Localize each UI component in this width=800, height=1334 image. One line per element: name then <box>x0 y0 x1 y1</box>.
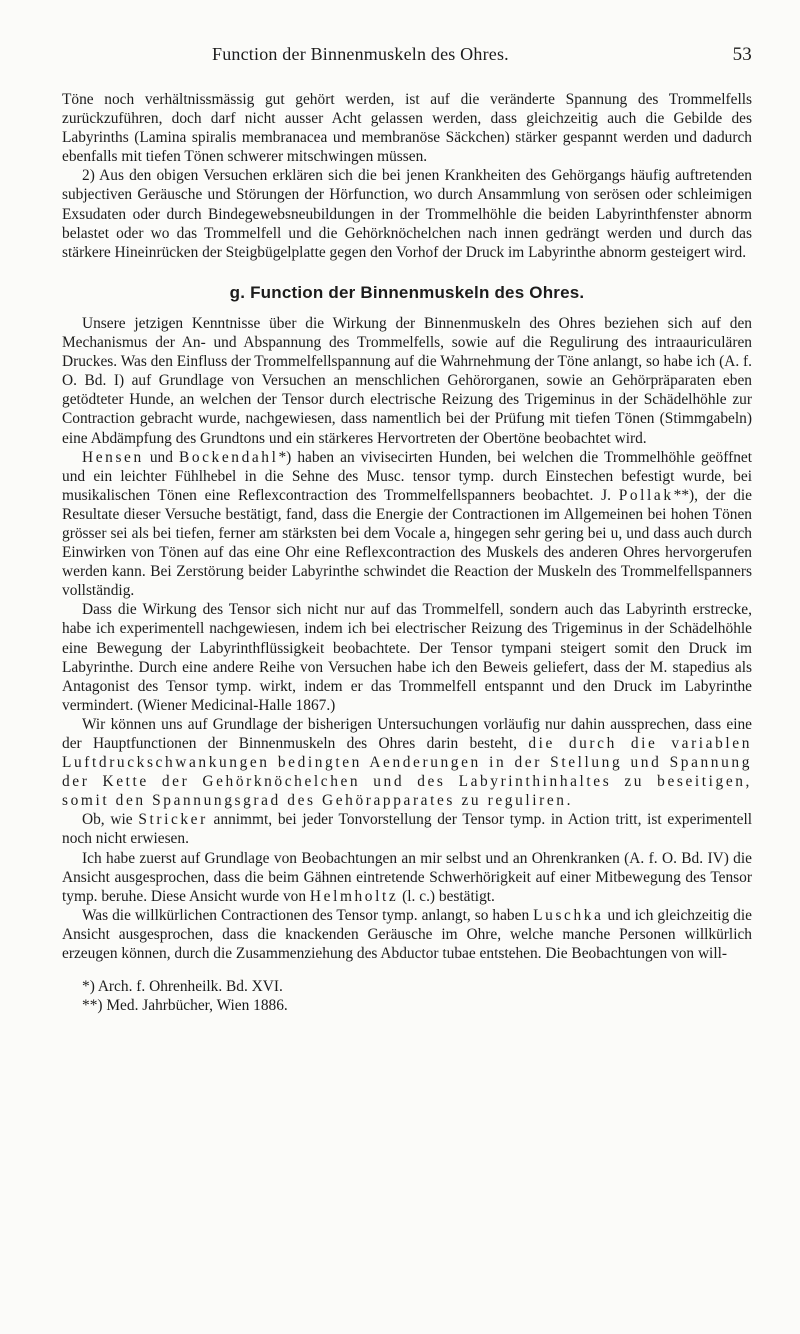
paragraph-knowledge: Unsere jetzigen Kenntnisse über die Wirkung der Binnenmuskeln des Ohres beziehen sich auf den Mechanismus der An- und Abspannung des Trommelfells, sowie auf die Regulirung des intraauriculären Druckes. Was den Einfluss der Trommelfellspannung auf die Wahrnehmung der Töne anlangt, so habe ich (A. f. O. Bd. I) auf Grundlage von Versuchen an menschlichen Gehörorganen, sowie an Gehörpräparaten eben getödteter Hunde, an welchen der Tensor durch electrische Reizung des Trigeminus in der Schädelhöhle zur Contraction gebracht wurde, nachgewiesen, dass namentlich bei der Prüfung mit tiefen Tönen (Stimmgabeln) eine Abdämpfung des Grundtons und ein stärkeres Hervortreten der Obertöne beobachtet wird. <box>62 314 752 447</box>
author-name: Luschka <box>533 906 604 924</box>
section-heading: g. Function der Binnenmuskeln des Ohres. <box>229 282 585 302</box>
paragraph-text: annimmt, bei jeder Tonvorstellung der Tensor tymp. in Action tritt, ist experimentell noch nicht erwiesen. <box>62 811 752 848</box>
paragraph-hensen <box>62 448 752 601</box>
author-name: Pollak <box>618 486 674 504</box>
paragraph-tensor: Dass die Wirkung des Tensor sich nicht nur auf das Trommelfell, sondern auch das Labyrinth erstrecke, habe ich experimentell nachgewiesen, indem ich bei electrischer Reizung des Trigeminus in der Schädelhöhle eine Bewegung der Labyrinthflüssigkeit beobachtete. Der Tensor tympani steigert somit den Druck im Labyrinthe. Durch eine andere Reihe von Versuchen habe ich den Beweis geliefert, dass der M. stapedius als Antagonist des Tensor tymp. wirkt, indem er das Trommelfell entspannt und den Druck im Labyrinthe vermindert. (Wiener Medicinal-Halle 1867.) <box>62 601 752 714</box>
paragraph-text: und ich gleichzeitig die Ansicht ausgesprochen, dass die knackenden Geräusche im Ohre, welche manche Personen willkürlich erzeugen können, durch die Zusammenziehung des Abductor tubae entstehen. Die Beobachtungen von will- <box>62 906 752 963</box>
paragraph-willkuerlich <box>62 906 752 963</box>
paragraph-text: Was die willkürlichen Contractionen des Tensor tymp. anlangt, so haben <box>82 906 534 924</box>
running-title: Function der Binnenmuskeln des Ohres. <box>212 44 509 64</box>
author-name: Hensen <box>82 448 144 466</box>
paragraph-point-2: 2) Aus den obigen Versuchen erklären sich die bei jenen Krankheiten des Gehörgangs häufig auftretenden subjectiven Geräusche und Störungen der Hörfunction, wo durch Ansammlung von serösen oder schleimigen Exsudaten oder durch Bindegewebsneubildungen in der Trommelhöhle die beiden Labyrinthfenster abnorm belastet oder wo das Trommelfell und die Gehörknöchelchen nach innen gedrängt werden und durch das stärkere Hineinrücken der Steigbügelplatte gegen den Vorhof der Druck im Labyrinthe abnorm gesteigert wird. <box>62 167 752 261</box>
author-name: Stricker <box>138 811 208 829</box>
author-name: Bockendahl <box>178 448 279 466</box>
paragraph-continuation: Töne noch verhältnissmässig gut gehört werden, ist auf die veränderte Spannung des Trommelfells zurückzuführen, doch darf nicht ausser Acht gelassen werden, dass gleichzeitig auch die Gebilde des Labyrinths (Lamina spiralis membranacea und membranöse Säckchen) stärker gespannt werden und dadurch ebenfalls mit tiefen Tönen schwerer mitschwingen müssen. <box>62 91 752 166</box>
running-head <box>62 44 752 74</box>
emphasized-text: die durch die variablen Luftdruckschwankungen bedingten Aenderungen in der Stellung und Spannung der Kette der Gehörknöchelchen und des Labyrinthinhaltes zu beseitigen, somit den Spannungsgrad des Gehörapparates zu reguliren. <box>62 735 752 810</box>
author-name: Helmholtz <box>309 887 399 905</box>
paragraph-text: **), der die Resultate dieser Versuche bestätigt, fand, dass die Energie der Contractionen im Allgemeinen bei hohen Tönen grösser sei als bei tiefen, ferner am stärksten bei dem Vocale a, hingegen sehr gering bei u, und dass auch durch Einwirken von Tönen auf das eine Ohr eine Reflexcontraction des Muskels des anderen Ohres hervorgerufen werden kann. Bei Zerstörung beider Labyrinthe schwindet die Reaction der Muskeln des Trommelfellspanners vollständig. <box>62 486 752 600</box>
body-text <box>62 90 752 963</box>
footnote: *) Arch. f. Ohrenheilk. Bd. XVI. <box>82 978 283 996</box>
paragraph-conclusion <box>62 715 752 810</box>
footnote-separator <box>62 963 752 977</box>
paragraph-stricker <box>62 810 752 848</box>
page-number: 53 <box>732 44 752 65</box>
paragraph-text: Wir können uns auf Grundlage der bisherigen Untersuchungen vorläufig nur dahin aussprechen, dass eine der Hauptfunctionen der Binnenmuskeln des Ohres darin besteht, <box>62 715 752 752</box>
paragraph-text: *) haben an vivisecirten Hunden, bei welchen die Trommelhöhle geöffnet und ein leichter Fühlhebel in die Sehne des Musc. tensor tymp. durch Einstechen befestigt wurde, bei musikalischen Tönen eine Reflexcontraction des Trommelfellspanners beobachtet. J. <box>62 448 752 504</box>
paragraph-text: (l. c.) bestätigt. <box>398 887 495 905</box>
paragraph-text: Ich habe zuerst auf Grundlage von Beobachtungen an mir selbst und an Ohrenkranken (A. f. O. Bd. IV) die Ansicht ausgesprochen, dass die beim Gähnen eintretende Schwerhörigkeit auf einer Mitbewegung des Tensor tymp. beruhe. Diese Ansicht wurde von <box>62 849 752 905</box>
paragraph-gaehnen <box>62 849 752 906</box>
paragraph-text: Ob, wie <box>82 811 139 829</box>
footnote: **) Med. Jahrbücher, Wien 1886. <box>82 997 288 1015</box>
book-page <box>62 44 752 1015</box>
paragraph-text: und <box>143 448 179 466</box>
footnotes <box>62 977 752 1015</box>
